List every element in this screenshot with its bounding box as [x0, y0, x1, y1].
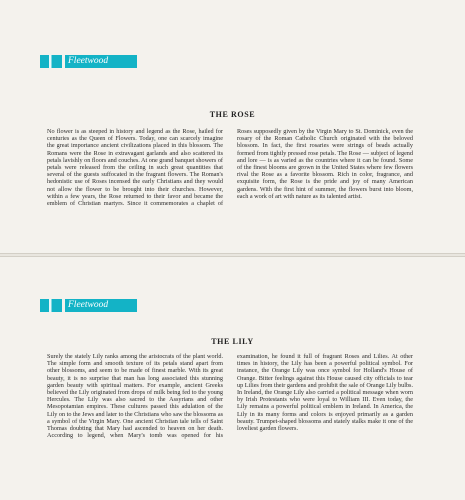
brand-logo	[40, 55, 137, 68]
brand-mark-icon	[40, 299, 62, 312]
rose-title: THE ROSE	[209, 110, 256, 119]
brand-name: Fleetwood	[65, 55, 137, 68]
brand-mark-icon	[40, 55, 62, 68]
rose-paragraph: No flower is as steeped in history and legend as the Rose, hailed for centuries as the Queen of Flowers. Today, one can scarcely imagine the great importance ancient civilizations placed in this blossom. The Romans were the Rose in extravagant garlands and also scattered its petals lavishly on floors and couches. At one grand banquet showers of petals were released from the ceiling in such great quantities that several of the guests suffocated in the fragrant flowers. The Roman's hedonistic use of Roses incensed the early Christians and they would not allow the flower to be brought into their churches. However, within a few years, the Rose returned to their favor and became the emblem of Christian martyrs. Since it commemorates a chaplet of Roses supposedly given by the Virgin Mary to St. Dominick, even the rosary of the Roman Catholic Church originated with the beloved blossom. In fact, the first rosaries were strings of beads actually formed from tightly pressed rose petals. The Rose — subject of legend and lore — is as varied as the countries where it can be found. Some of the finest blooms are grown in the United States where few flowers rival the Rose as a favorite blossom. Rich in color, fragrance, and exquisite form, the Rose is the pride and joy of many American gardens. With the first hint of summer, the flowers burst into bloom, each a work of art with nature as its talented artist.	[47, 128, 413, 208]
rose-body	[47, 128, 413, 207]
lily-body	[47, 353, 413, 439]
brand-name: Fleetwood	[65, 299, 137, 312]
lily-envelope	[0, 256, 465, 500]
lily-paragraph: Surely the stately Lily ranks among the aristocrats of the plant world. The simple form and smooth texture of its petals stand apart from other blossoms, and seem to be made of finest marble. With its great beauty, it is no surprise that man has long associated this stunning garden beauty with spiritual matters. For example, ancient Greeks believed the Lily originated from drops of milk being fed to the young Hercules. The Lily was also sacred to the Assyrians and other Mesopotamian empires. These cultures passed this adulation of the Lily on to the Jews and later to the Christians who saw the blossoms as a symbol of the Virgin Mary. One ancient Christian tale tells of Saint Thomas doubting that Mary had ascended to heaven on her death. According to legend, when Mary's tomb was opened for his examination, he found it full of fragrant Roses and Lilies. At other times in history, the Lily has been a powerful political symbol. For instance, the Orange Lily was once symbol for Holland's House of Orange. Bitter feelings against this House caused city officials to tear up Lilies from their gardens and prohibit the sale of Orange Lily bulbs. In Ireland, the Orange Lily also carried a political message when worn by Irish Protestants who were loyal to William III. Even today, the Lily remains a powerful political emblem in Ireland. In America, the Lily in its many forms and colors is enjoyed primarily as a garden beauty. Trumpet-shaped blossoms and stately stalks make it one of the loveliest garden flowers.	[47, 353, 413, 440]
brand-logo	[40, 299, 137, 312]
lily-title: THE LILY	[211, 337, 254, 346]
